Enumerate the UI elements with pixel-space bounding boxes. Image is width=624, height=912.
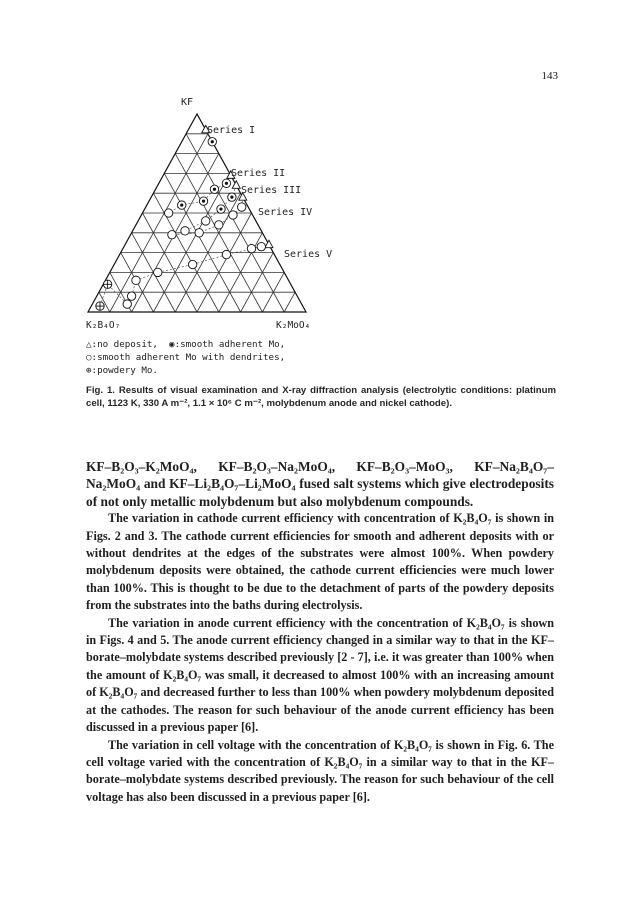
- caption-text: Results of visual examination and X-ray diffraction analysis (electrolytic conditions: platinum cell, 1123 K, 330 A m⁻², 1.1 × 10⁶ C m⁻², molybdenum anode and nickel cathode).: [86, 385, 557, 409]
- apex-label: KF: [181, 97, 194, 108]
- deposit-marker-dot: [219, 207, 222, 210]
- deposit-marker-dot: [230, 196, 233, 199]
- deposit-marker: [247, 244, 255, 252]
- cross-circle-icon: ⊕: [86, 365, 92, 377]
- deposit-marker: [123, 300, 131, 308]
- deposit-marker: [202, 217, 210, 225]
- series-line: [100, 245, 269, 306]
- series-label: Series V: [284, 249, 333, 260]
- legend-row: [86, 364, 285, 377]
- series-labels: [207, 125, 332, 260]
- page-number: 143: [541, 70, 558, 82]
- ternary-grid: [99, 134, 295, 312]
- figure-caption: [86, 384, 556, 410]
- deposit-marker: [237, 203, 245, 211]
- no-deposit-marker: [265, 240, 273, 248]
- deposit-marker-dot: [211, 140, 214, 143]
- circle-icon: ○: [86, 352, 92, 364]
- deposit-marker: [215, 221, 223, 229]
- series-label: Series IV: [258, 207, 313, 218]
- deposit-marker: [154, 268, 162, 276]
- left-corner-label: K₂B₄O₇: [86, 320, 121, 331]
- paragraph: The variation in anode current efficiency with the concentration of K₂B₄O₇ is shown in Figs. 4 and 5. The anode current efficiency changed in a similar way to that in the KF–borate–molybdate systems described previously [2 - 7], i.e. it was greater than 100% when the amount of K₂B₄O₇ was small, it decreased to almost 100% with an increasing amount of K₂B₄O₇ and decreased further to less than 100% when powdery molybdenum deposited at the cathodes. The reason for such behaviour of the anode current efficiency has been discussed in a previous paper [6].: [86, 615, 554, 735]
- triangle-icon: △: [86, 339, 92, 350]
- paragraph: The variation in cathode current efficiency with concentration of K₂B₄O₇ is shown in Figs. 2 and 3. The cathode current efficiencies for smooth and adherent deposits with or without dendrites at the edges of the substrates were almost 100%. When powdery molybdenum deposits were obtained, the cathode current efficiencies were much lower than 100%. This is thought to be due to the detachment of parts of the powdery deposits from the substrates into the baths during electrolysis.: [86, 511, 554, 613]
- caption-label: Fig. 1.: [86, 385, 115, 396]
- figure-legend: [86, 338, 285, 378]
- deposit-marker-dot: [213, 188, 216, 191]
- series-label: Series III: [241, 185, 302, 196]
- grid-line: [197, 213, 252, 312]
- deposit-marker-dot: [180, 203, 183, 206]
- body-text: [86, 458, 554, 806]
- legend-row: [86, 351, 285, 364]
- deposit-marker: [222, 250, 230, 258]
- right-corner-label: K₂MoO₄: [276, 320, 311, 331]
- grid-line: [241, 253, 274, 312]
- deposit-marker-dot: [225, 182, 228, 185]
- series-label: Series II: [231, 168, 286, 179]
- deposit-marker: [257, 242, 265, 250]
- deposit-marker: [127, 292, 135, 300]
- deposit-marker: [168, 231, 176, 239]
- deposit-marker: [229, 211, 237, 219]
- grid-line: [153, 173, 229, 312]
- paragraph: KF–B₂O₃–K₂MoO₄, KF–B₂O₃–Na₂MoO₄, KF–B₂O₃–MoO₃, KF–Na₂B₄O₇–Na₂MoO₄ and KF–Li₂B₄O₇–Li₂MoO₄ fused salt systems which give electrodeposits of not only metallic molybdenum but also molybdenum compounds.: [86, 459, 554, 509]
- deposit-marker: [164, 209, 172, 217]
- paragraph: The variation in cell voltage with the concentration of K₂B₄O₇ is shown in Fig. 6. The cell voltage varied with the concentration of K₂B₄O₇ in a similar way to that in the KF–borate–molybdate systems described previously. The reason for such behaviour of the cell voltage has also been discussed in a previous paper [6].: [86, 737, 554, 804]
- legend-text: :smooth adherent Mo with dendrites,: [91, 352, 286, 364]
- legend-text: :no deposit,: [91, 339, 158, 350]
- deposit-marker: [188, 260, 196, 268]
- no-deposit-marker: [232, 181, 240, 189]
- deposit-marker: [132, 276, 140, 284]
- legend-text: :smooth adherent Mo,: [174, 339, 286, 350]
- deposit-marker: [181, 227, 189, 235]
- deposit-marker-dot: [202, 200, 205, 203]
- grid-line: [110, 134, 208, 312]
- grid-line: [284, 292, 295, 312]
- series-label: Series I: [207, 125, 256, 136]
- legend-row: [86, 338, 285, 351]
- dot-circle-icon: ◉: [163, 339, 175, 350]
- ternary-diagram: [76, 88, 366, 334]
- deposit-marker: [195, 229, 203, 237]
- series-lines: [100, 130, 269, 306]
- legend-text: :powdery Mo.: [91, 365, 158, 377]
